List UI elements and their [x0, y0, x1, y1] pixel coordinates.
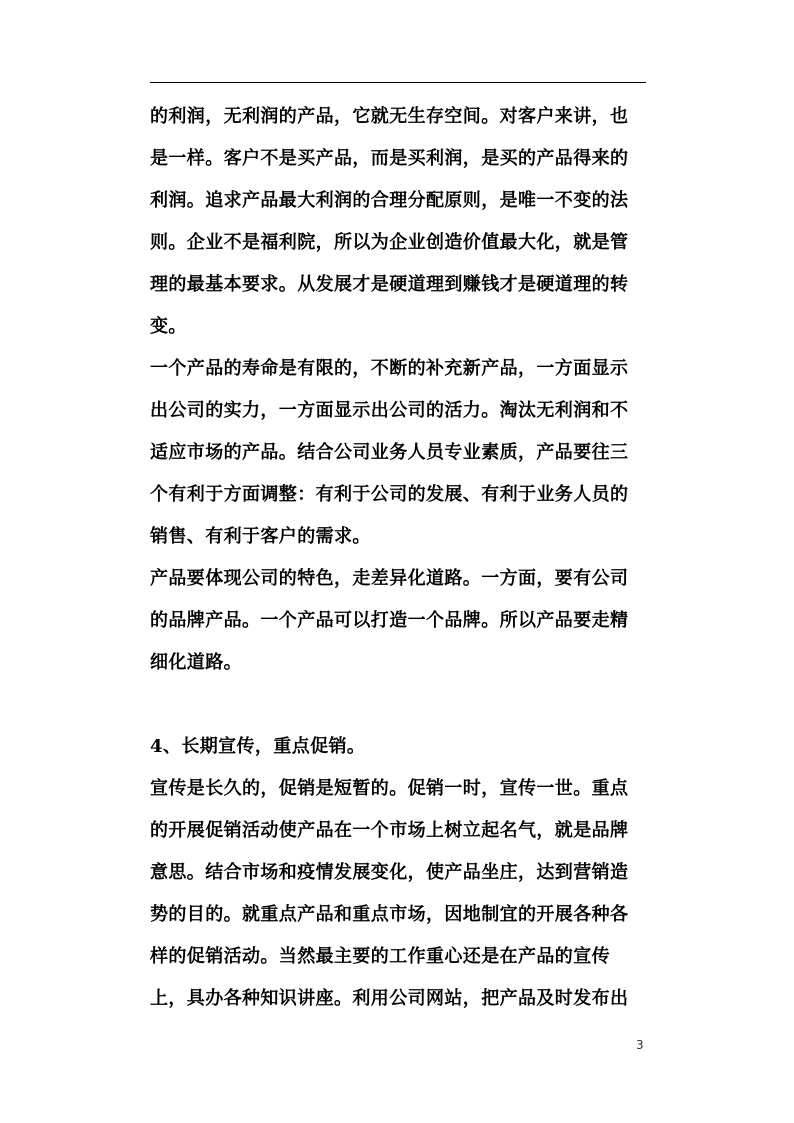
- document-body: [150, 96, 650, 1020]
- text-line: 销售、有利于客户的需求。: [150, 526, 371, 547]
- text-line: 适应市场的产品。结合公司业务人员专业素质，产品要往三: [150, 442, 629, 463]
- text-line: 产品要体现公司的特色，走差异化道路。一方面，要有公司: [150, 568, 629, 589]
- text-line: 理的最基本要求。从发展才是硬道理到赚钱才是硬道理的转: [150, 274, 629, 295]
- text-line: 是一样。客户不是买产品，而是买利润，是买的产品得来的: [150, 148, 629, 169]
- text-line: 个有利于方面调整：有利于公司的发展、有利于业务人员的: [150, 484, 629, 505]
- text-line: 的开展促销活动使产品在一个市场上树立起名气，就是品牌: [150, 820, 629, 841]
- header-rule: [150, 82, 646, 83]
- text-line: 上，具办各种知识讲座。利用公司网站，把产品及时发布出: [150, 988, 629, 1009]
- text-line: 样的促销活动。当然最主要的工作重心还是在产品的宣传: [150, 946, 610, 967]
- text-line: 势的目的。就重点产品和重点市场，因地制宜的开展各种各: [150, 904, 629, 925]
- text-line: 意思。结合市场和疫情发展变化，使产品坐庄，达到营销造: [150, 862, 629, 883]
- text-line: 一个产品的寿命是有限的，不断的补充新产品，一方面显示: [150, 358, 629, 379]
- text-line: 出公司的实力，一方面显示出公司的活力。淘汰无利润和不: [150, 400, 629, 421]
- text-line: 的利润，无利润的产品，它就无生存空间。对客户来讲，也: [150, 106, 629, 127]
- text-line: 细化道路。: [150, 652, 242, 673]
- blank-line: [150, 684, 650, 726]
- text-line: 利润。追求产品最大利润的合理分配原则，是唯一不变的法: [150, 190, 629, 211]
- text-line: 的品牌产品。一个产品可以打造一个品牌。所以产品要走精: [150, 610, 629, 631]
- section-heading: 4、长期宣传，重点促销。: [150, 736, 366, 757]
- page-number: 3: [636, 1038, 644, 1052]
- text-line: 变。: [150, 316, 187, 337]
- text-line: 则。企业不是福利院，所以为企业创造价值最大化，就是管: [150, 232, 629, 253]
- text-line: 宣传是长久的，促销是短暂的。促销一时，宣传一世。重点: [150, 778, 629, 799]
